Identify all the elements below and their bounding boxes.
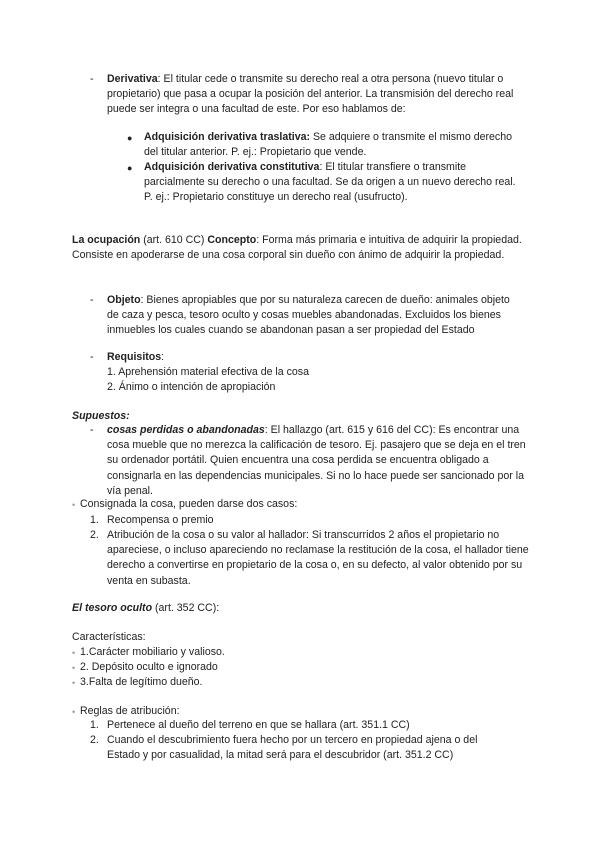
list-number: 1.: [90, 719, 99, 731]
caso-1: Recompensa o premio: [107, 514, 214, 526]
constitutiva-text: : El titular transfiere o transmite parcialmente su derecho o una facultad. Se da origen a un nuevo derecho real. P. ej.: Propietario constituye un derecho real (usufructo).: [144, 161, 516, 204]
traslativa-item: [144, 130, 514, 160]
dash-marker: -: [90, 294, 94, 306]
consignada-text: Consignada la cosa, pueden darse dos casos:: [80, 498, 298, 510]
requisitos-item: [107, 350, 507, 365]
ocupacion-ref: (art. 610 CC): [140, 234, 208, 246]
traslativa-text: Se adquiere o transmite el mismo derecho del titular anterior. P. ej.: Propietario que vende.: [144, 131, 513, 159]
bullet-dot: ●: [127, 163, 133, 173]
objeto-term: Objeto: [107, 294, 141, 306]
concepto-text: : Forma más primaria e intuitiva de adquirir la propiedad. Consiste en apoderarse de una cosa corporal sin dueño con ánimo de adquirir la propiedad.: [72, 234, 522, 262]
traslativa-term: Adquisición derivativa traslativa:: [144, 131, 311, 143]
caracteristica-3: 3.Falta de legítimo dueño.: [80, 676, 203, 688]
concepto-label: Concepto: [207, 234, 257, 246]
regla-2: Cuando el descubrimiento fuera hecho por un tercero en propiedad ajena o del Estado y por casualidad, la mitad será para el descubridor (art. 351.2 CC): [107, 734, 478, 762]
dash-marker: -: [90, 424, 94, 436]
grey-bullet: •: [72, 648, 76, 658]
bullet-dot: ●: [127, 133, 133, 143]
requisito-1: 1. Aprehensión material efectiva de la cosa: [107, 366, 309, 378]
derivativa-text: : El titular cede o transmite su derecho real a otra persona (nuevo titular o propietario) que pasa a ocupar la posición del anterior. La transmisión del derecho real puede ser integra o una facultad de este. Por eso hablamos de:: [107, 73, 514, 116]
constitutiva-item: [144, 160, 524, 206]
list-number: 1.: [90, 514, 99, 526]
caso-2: Atribución de la cosa o su valor al hallador: Si transcurridos 2 años el propietario no apareciese, o incluso apareciendo no reclamase la restitución de la cosa, el hallador tiene derecho a convertirse en propietario de la cosa o, en su defecto, al valor obtenido por su venta en subasta.: [107, 529, 529, 587]
dash-marker: -: [90, 73, 94, 85]
requisitos-term: Requisitos: [107, 351, 162, 363]
grey-bullet: •: [72, 663, 76, 673]
requisito-2: 2. Ánimo o intención de apropiación: [107, 381, 276, 393]
tesoro-ref: (art. 352 CC):: [152, 602, 220, 614]
regla-1: Pertenece al dueño del terreno en que se hallara (art. 351.1 CC): [107, 719, 410, 731]
cosas-perdidas-text: : El hallazgo (art. 615 y 616 del CC): Es encontrar una cosa mueble que no merezca la calificación de tesoro. Ej. pasajero que se deja en el tren su ordenador portátil. Quien encuentra una cosa perdida se encuentra obligado a consignarla en las dependencias municipales. Si no lo hace puede ser sancionado por la vía penal.: [107, 424, 526, 497]
dash-marker: -: [90, 351, 94, 363]
cosas-perdidas-term: cosas perdidas o abandonadas: [107, 424, 265, 436]
reglas-label: Reglas de atribución:: [80, 705, 180, 717]
derivativa-paragraph: [107, 72, 527, 118]
constitutiva-term: Adquisición derivativa constitutiva: [144, 161, 320, 173]
ocupacion-paragraph: [72, 233, 532, 263]
ocupacion-title: La ocupación: [72, 234, 141, 246]
objeto-text: : Bienes apropiables que por su naturaleza carecen de dueño: animales objeto de caza y pesca, tesoro oculto y cosas muebles abandonadas. Excluidos los bienes inmuebles los cuales cuando se abandonan pasan a ser propiedad del Estado: [107, 294, 510, 337]
requisitos-colon: :: [161, 351, 165, 363]
supuestos-title: Supuestos:: [72, 410, 130, 422]
derivativa-term: Derivativa: [107, 73, 158, 85]
objeto-item: [107, 293, 522, 339]
caracteristicas-label: Características:: [72, 631, 146, 643]
grey-bullet: •: [72, 707, 76, 717]
tesoro-heading: [72, 601, 219, 616]
caracteristica-2: 2. Depósito oculto e ignorado: [80, 661, 218, 673]
caracteristica-1: 1.Carácter mobiliario y valioso.: [80, 646, 225, 658]
list-number: 2.: [90, 734, 99, 746]
grey-bullet: •: [72, 678, 76, 688]
cosas-perdidas-item: [107, 423, 529, 499]
tesoro-title: El tesoro oculto: [72, 602, 153, 614]
list-number: 2.: [90, 529, 99, 541]
grey-bullet: •: [72, 500, 76, 510]
